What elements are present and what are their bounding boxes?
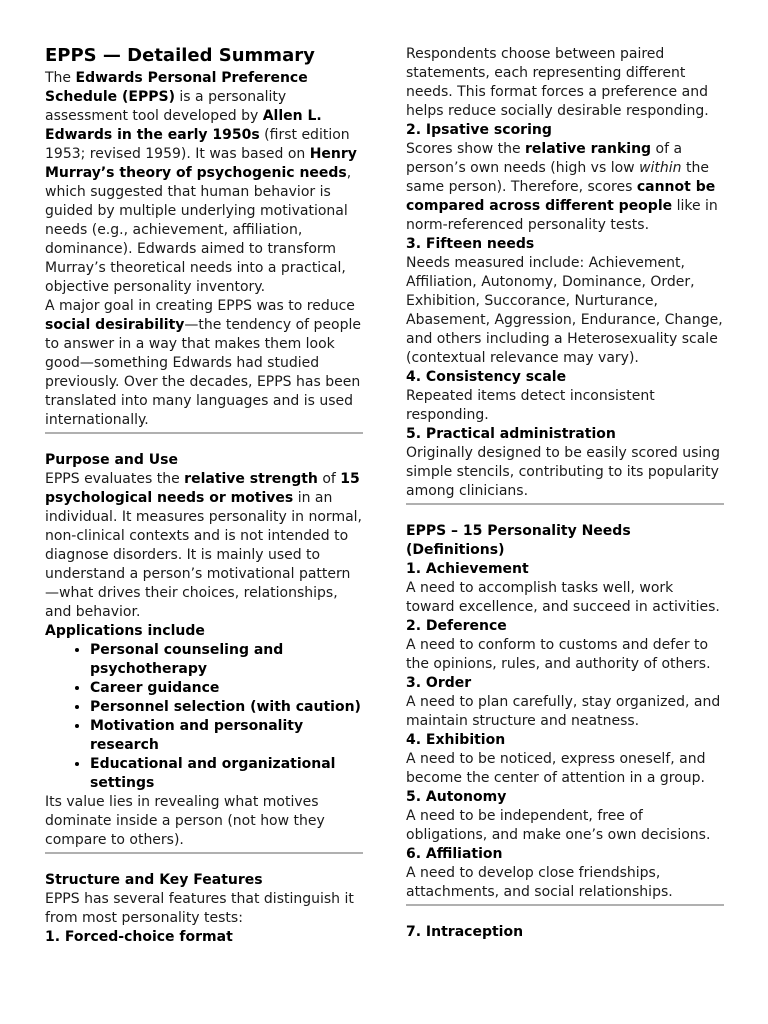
right-column	[406, 45, 724, 942]
feature-1-heading: 1. Forced-choice format	[45, 929, 233, 945]
feature-2-text: Scores show the relative ranking of a person’s own needs (high vs low within the same person). Therefore, scores cannot be compared across different people like in norm-referenced personality tests.	[406, 141, 718, 233]
feature-2-heading: 2. Ipsative scoring	[406, 122, 552, 138]
need-definition: A need to plan carefully, stay organized, and maintain structure and neatness.	[406, 694, 721, 729]
need-title: 5. Autonomy	[406, 789, 507, 805]
list-item: • Personnel selection (with caution)	[90, 698, 363, 717]
need-definition: A need to be noticed, express oneself, and become the center of attention in a group.	[406, 751, 706, 786]
section-divider	[406, 904, 724, 906]
intro-paragraph-2: A major goal in creating EPPS was to reduce social desirability—the tendency of people to answer in a way that makes them look good—something Edwards had studied previously. Over the decades, EPPS has been translated into many languages and is used internationally.	[45, 298, 362, 428]
purpose-heading: Purpose and Use	[45, 452, 178, 468]
need-definition: A need to conform to customs and defer to the opinions, rules, and authority of others.	[406, 637, 711, 672]
need-title: 2. Deference	[406, 618, 507, 634]
feature-4-text: Repeated items detect inconsistent responding.	[406, 388, 655, 423]
left-column	[45, 44, 363, 947]
section-divider	[406, 503, 724, 505]
feature-1-text: Respondents choose between paired statements, each representing different needs. This format forces a preference and helps reduce socially desirable responding.	[406, 46, 709, 119]
list-item: • Career guidance	[90, 679, 363, 698]
page-title: EPPS — Detailed Summary	[45, 45, 315, 66]
structure-heading: Structure and Key Features	[45, 872, 263, 888]
section-divider	[45, 432, 363, 434]
need-definition: A need to be independent, free of obligations, and make one’s own decisions.	[406, 808, 711, 843]
need-title: 3. Order	[406, 675, 472, 691]
intro-paragraph-1: The Edwards Personal Preference Schedule (EPPS) is a personality assessment tool developed by Allen L. Edwards in the early 1950s (first edition 1953; revised 1959). It was based on Henry Murray’s theory of psychogenic needs, which suggested that human behavior is guided by multiple underlying motivational needs (e.g., achievement, affiliation, dominance). Edwards aimed to transform Murray’s theoretical needs into a practical, objective personality inventory.	[45, 70, 357, 295]
list-item: • Educational and organizational settings	[90, 755, 363, 793]
section-divider	[45, 852, 363, 854]
applications-list	[45, 641, 363, 793]
feature-5-heading: 5. Practical administration	[406, 426, 616, 442]
purpose-closing: Its value lies in revealing what motives dominate inside a person (not how they compare to others).	[45, 794, 325, 848]
feature-4-heading: 4. Consistency scale	[406, 369, 567, 385]
purpose-paragraph: EPPS evaluates the relative strength of 15 psychological needs or motives in an individual. It measures personality in normal, non-clinical contexts and is not intended to diagnose disorders. It is mainly used to understand a person’s motivational pattern—what drives their choices, relationships, and behavior.	[45, 471, 363, 620]
need-title: 6. Affiliation	[406, 846, 503, 862]
need-title: 7. Intraception	[406, 924, 524, 940]
list-item: • Motivation and personality research	[90, 717, 363, 755]
need-definition: A need to develop close friendships, attachments, and social relationships.	[406, 865, 673, 900]
feature-5-text: Originally designed to be easily scored using simple stencils, contributing to its popularity among clinicians.	[406, 445, 721, 499]
need-title: 1. Achievement	[406, 561, 529, 577]
needs-heading: EPPS – 15 Personality Needs (Definitions)	[406, 523, 631, 558]
need-definition: A need to accomplish tasks well, work toward excellence, and succeed in activities.	[406, 580, 720, 615]
list-item: • Personal counseling and psychotherapy	[90, 641, 363, 679]
feature-3-heading: 3. Fifteen needs	[406, 236, 535, 252]
need-title: 4. Exhibition	[406, 732, 506, 748]
structure-intro: EPPS has several features that distinguish it from most personality tests:	[45, 891, 354, 926]
applications-heading: Applications include	[45, 623, 205, 639]
feature-3-text: Needs measured include: Achievement, Affiliation, Autonomy, Dominance, Order, Exhibition, Succorance, Nurturance, Abasement, Aggression, Endurance, Change, and others including a Heterosexuality scale (contextual relevance may vary).	[406, 255, 723, 366]
